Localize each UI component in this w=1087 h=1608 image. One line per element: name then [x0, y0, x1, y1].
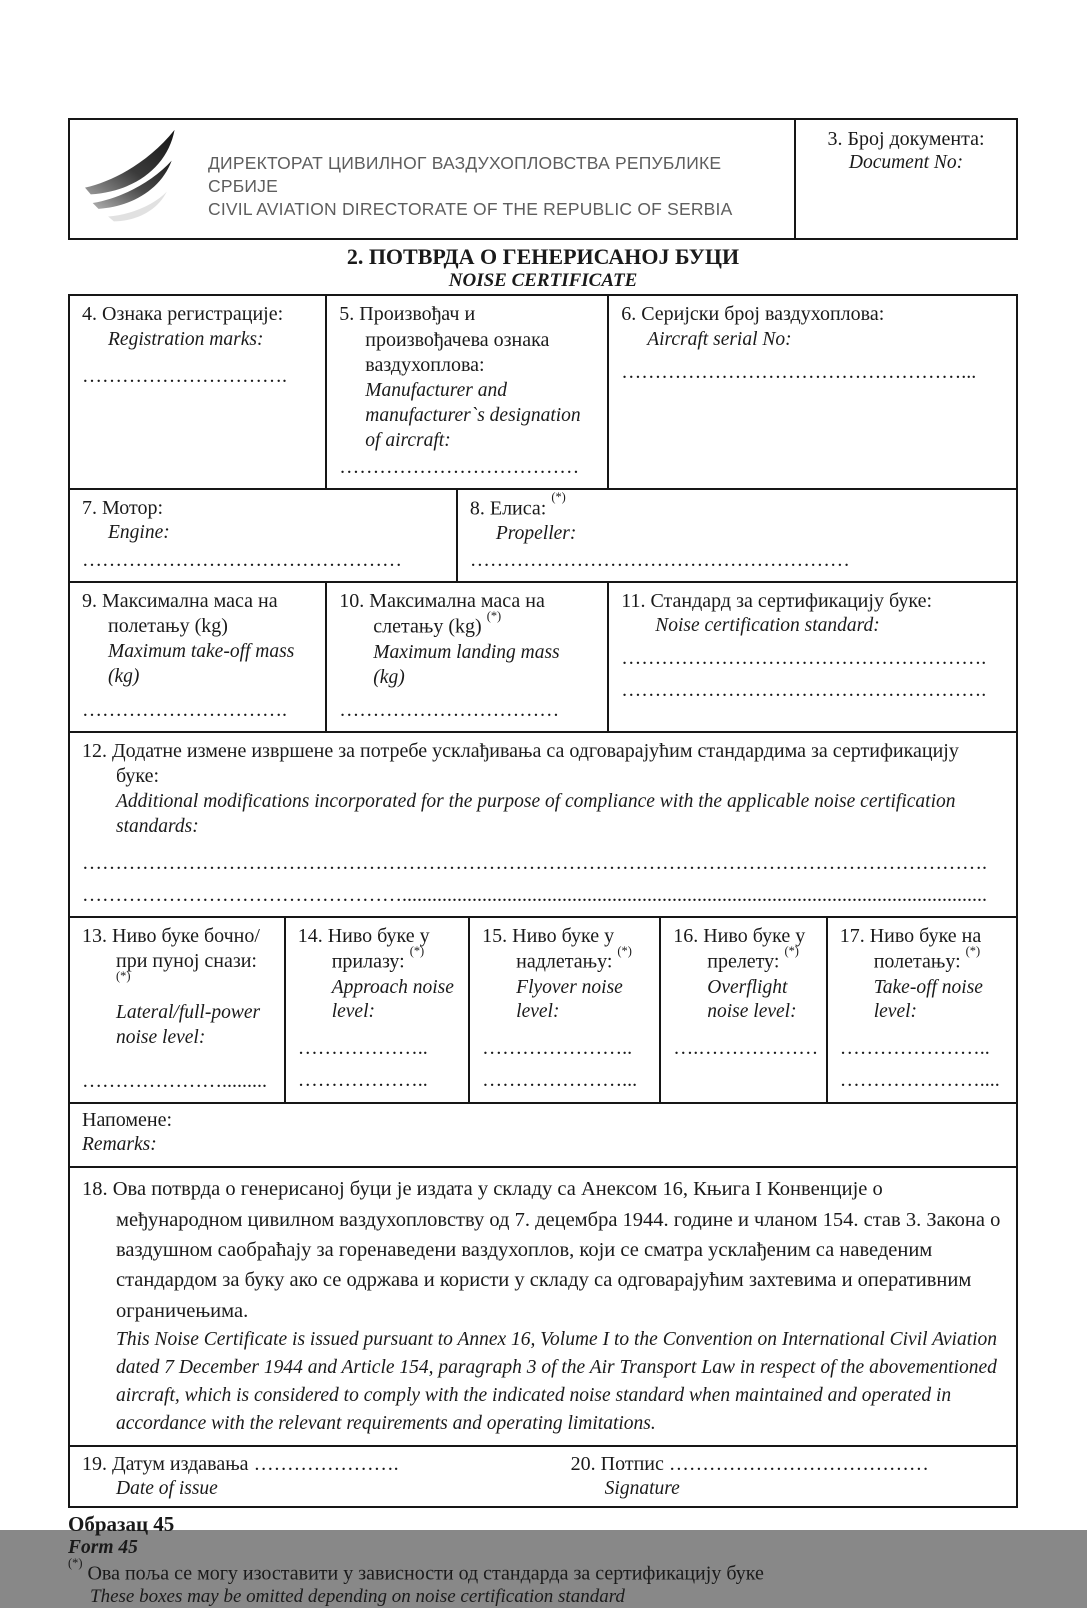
document-no-box — [794, 120, 1016, 238]
box-19-label-en: Date of issue — [116, 1478, 218, 1500]
box-9-fill-line[interactable]: …………………………. — [82, 698, 287, 721]
box-18-statement-en: This Noise Certificate is issued pursuant to Annex 16, Volume I to the Convention on International Civil Aviation dated 7 December 1944 and Article 154, paragraph 3 of the Air Transport Law in respect of the abovementioned aircraft, which is considered to comply with the indicated noise standard when maintained and operated in accordance with the relevant requirements and operating limitations. — [116, 1328, 998, 1434]
box-10-label-sr: 10. Максимална маса на слетању (kg) (*) — [339, 589, 545, 639]
box-4-label-en: Registration marks: — [108, 328, 264, 350]
box-7-label-sr: 7. Мотор: — [82, 496, 164, 519]
box-15-label-sr: 15. Ниво буке у надлетању: (*) — [482, 924, 632, 973]
box-12-label-en: Additional modifications incorporated for the purpose of compliance with the applicable noise certification standards: — [116, 790, 956, 837]
header — [68, 118, 1018, 240]
box-11-label-en: Noise certification standard: — [655, 615, 880, 637]
box-20-fill-line[interactable]: ………………………………… — [668, 1453, 929, 1476]
date-signature-box — [70, 1447, 1016, 1506]
row-18-statement — [70, 1168, 1016, 1447]
form-footer — [68, 1512, 1018, 1608]
form-number-en: Form 45 — [68, 1537, 138, 1559]
box-19-label-sr: 19. Датум издавања …………………. — [82, 1453, 399, 1476]
box-19-fill-line[interactable]: …………………. — [253, 1453, 399, 1476]
box-18-statement-sr: 18. Ова потврда о генерисаној буци је издата у складу са Анексом 16, Књига I Конвенције о међународном цивилном ваздухопловству од 7. децембра 1944. године и чланом 154. став 3. Закона о ваздушном саобраћају за горенаведени ваздухоплов, који се сматра усклађеним са наведеним стандардом за буку ако се одржава и користи у складу са одговарајућим захтевима и оперативним ограничењима. — [82, 1178, 1001, 1322]
box-15-star-note: (*) — [617, 943, 632, 958]
footnote-sr: (*) Ова поља се могу изоставити у зависности од стандарда за сертификацију буке — [68, 1555, 764, 1585]
box-6-label-en: Aircraft serial No: — [647, 328, 792, 350]
row-13-17-noise-levels — [70, 918, 1016, 1104]
row-19-20 — [70, 1447, 1016, 1506]
box-14-label-en: Approach noise level: — [331, 976, 454, 1023]
box-4-fill-line[interactable]: …………………………. — [82, 364, 287, 387]
box-13-star-note: (*) — [116, 969, 131, 984]
box-20-signature — [571, 1451, 1004, 1502]
box-17-label-sr: 17. Ниво буке на полетању: (*) — [839, 924, 982, 973]
form-number-sr: Образац 45 — [68, 1512, 175, 1537]
document-no-label-en: Document No: — [848, 152, 964, 173]
box-5-label-sr: 5. Произвођач и произвођачева ознака ваздухоплова: — [339, 303, 550, 377]
box-8-label-sr: 8. Елиса: (*) — [469, 490, 566, 520]
row-12 — [70, 733, 1016, 918]
box-4-registration-marks — [70, 296, 327, 488]
box-13-lateral-noise-level — [70, 918, 286, 1102]
remarks-label-en: Remarks: — [82, 1134, 157, 1156]
remarks-label-sr: Напомене: — [82, 1108, 173, 1131]
page-content — [68, 118, 1018, 1608]
box-7-fill-line[interactable]: ………………………………………… — [82, 548, 402, 571]
box-16-overflight-noise-level — [661, 918, 827, 1102]
box-11-noise-certification-standard — [609, 583, 1016, 731]
box-6-fill-line[interactable]: ……………………………………………... — [621, 360, 977, 383]
row-4-5-6 — [70, 296, 1016, 490]
box-15-label-en: Flyover noise level: — [516, 976, 623, 1023]
org-name-english: CIVIL AVIATION DIRECTORATE OF THE REPUBLIC OF SERBIA — [208, 199, 733, 220]
footnote-star: (*) — [68, 1555, 83, 1570]
row-remarks — [70, 1104, 1016, 1169]
box-11-fill-line-2[interactable]: ………………………………………………. — [621, 679, 987, 702]
box-15-fill-line-2[interactable]: …………………... — [482, 1069, 638, 1092]
box-14-label-sr: 14. Ниво буке у прилазу: (*) — [297, 924, 430, 973]
box-20-label-en: Signature — [604, 1478, 680, 1500]
box-17-takeoff-noise-level — [828, 918, 1016, 1102]
box-6-label-sr: 6. Серијски број ваздухоплова: — [621, 303, 885, 325]
certificate-table — [68, 294, 1018, 1508]
directorate-swoosh-logo-icon — [78, 126, 196, 230]
box-12-additional-modifications — [70, 733, 1016, 916]
box-11-label-sr: 11. Стандард за сертификацију буке: — [621, 589, 933, 612]
box-18-certificate-statement — [70, 1168, 1016, 1445]
box-10-max-landing-mass — [327, 583, 609, 731]
row-7-8 — [70, 490, 1016, 583]
box-12-label-sr: 12. Додатне измене извршене за потребе усклађивања са одговарајућим стандардима за сертификацију буке: — [82, 739, 959, 788]
box-15-fill-line-1[interactable]: ………………….. — [482, 1037, 633, 1060]
box-11-fill-line-1[interactable]: ………………………………………………. — [621, 647, 987, 670]
box-14-approach-noise-level — [286, 918, 470, 1102]
box-12-fill-line-1[interactable]: ………………………………………………………………………………………………………………………. — [82, 851, 987, 874]
box-15-flyover-noise-level — [470, 918, 661, 1102]
box-17-fill-line-1[interactable]: ………………….. — [839, 1037, 990, 1060]
box-19-date-of-issue — [82, 1451, 571, 1502]
form-title — [68, 244, 1018, 292]
org-names — [208, 152, 786, 221]
box-16-label-en: Overflight noise level: — [707, 976, 797, 1023]
box-16-fill-line[interactable]: ….……………… — [673, 1037, 819, 1060]
box-10-fill-line[interactable]: …………………………… — [339, 698, 560, 721]
box-6-aircraft-serial-no — [609, 296, 1016, 488]
box-12-fill-line-2[interactable]: …………………………………………..................................................................................................................... — [82, 883, 987, 906]
box-8-fill-line[interactable]: ………………………………………………… — [469, 548, 850, 571]
form-title-english: NOISE CERTIFICATE — [448, 270, 638, 291]
footnote-en: These boxes may be omitted depending on noise certification standard — [90, 1585, 625, 1607]
box-17-star-note: (*) — [965, 943, 981, 958]
box-10-star-note: (*) — [486, 608, 502, 623]
box-17-fill-line-2[interactable]: ………………….... — [839, 1069, 1000, 1092]
box-13-label-sr: 13. Ниво буке бочно/при пуној снази: (*) — [82, 924, 260, 984]
box-14-fill-line-1[interactable]: ……………….. — [297, 1037, 428, 1060]
box-7-label-en: Engine: — [108, 522, 170, 544]
box-5-label-en: Manufacturer and manufacturer`s designation of aircraft: — [365, 379, 581, 451]
form-title-serbian: 2. ПОТВРДА О ГЕНЕРИСАНОЈ БУЦИ — [346, 244, 740, 269]
document-no-label-sr: 3. Број документа: — [827, 128, 985, 150]
box-8-star-note: (*) — [551, 490, 566, 505]
org-name-serbian: ДИРЕКТОРАТ ЦИВИЛНОГ ВАЗДУХОПЛОВСТВА РЕПУБЛИКЕ СРБИЈЕ — [208, 153, 722, 197]
header-left — [70, 120, 794, 238]
box-17-label-en: Take-off noise level: — [873, 976, 983, 1023]
box-14-star-note: (*) — [409, 943, 425, 958]
box-13-label-en: Lateral/full-power noise level: — [116, 1002, 261, 1049]
box-9-max-takeoff-mass — [70, 583, 327, 731]
box-5-manufacturer — [327, 296, 609, 488]
box-20-label-sr: 20. Потпис ………………………………… — [570, 1453, 929, 1476]
box-16-star-note: (*) — [784, 943, 799, 958]
box-10-label-en: Maximum landing mass (kg) — [373, 641, 560, 688]
box-7-engine — [70, 490, 458, 581]
box-5-fill-line[interactable]: ……………………………… — [339, 455, 580, 478]
remarks-box — [70, 1104, 1016, 1167]
box-8-label-en: Propeller: — [495, 522, 577, 544]
box-9-label-en: Maximum take-off mass (kg) — [108, 641, 295, 687]
box-9-label-sr: 9. Максимална маса на полетању (kg) — [82, 589, 278, 638]
box-16-label-sr: 16. Ниво буке у прелету: (*) — [673, 924, 806, 973]
box-14-fill-line-2[interactable]: ……………….. — [297, 1069, 428, 1092]
box-13-fill-line[interactable]: …………………......... — [82, 1069, 267, 1092]
row-9-10-11 — [70, 583, 1016, 733]
box-8-propeller — [458, 490, 1016, 581]
box-4-label-sr: 4. Ознака регистрације: — [82, 303, 284, 325]
